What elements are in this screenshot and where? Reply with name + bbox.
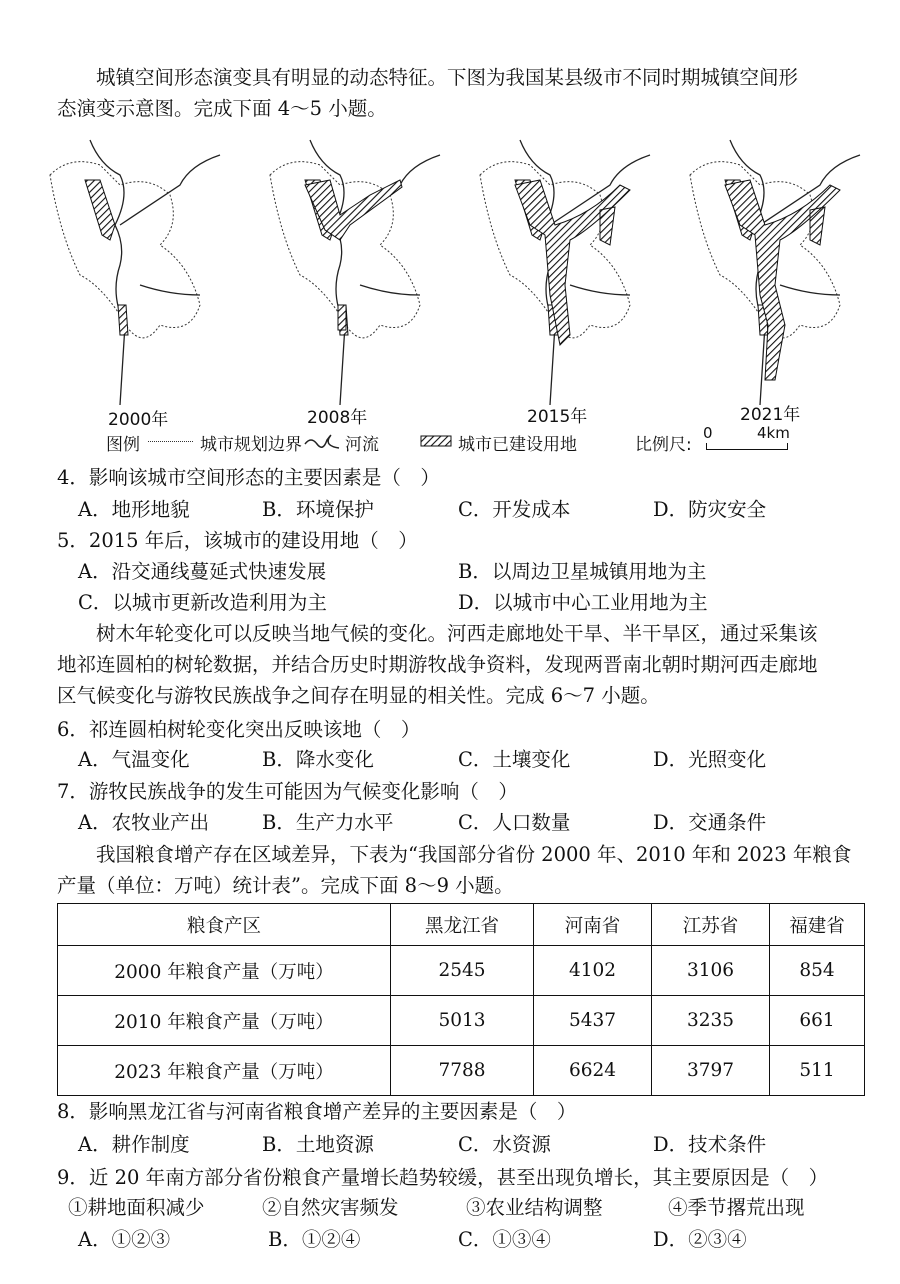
legend-river: 河流 — [345, 435, 379, 455]
map-year-label: 2021年 — [740, 405, 801, 425]
grain-output-table — [57, 903, 865, 1096]
table-row — [58, 996, 865, 1046]
intro-text: 区气候变化与游牧民族战争之间存在明显的相关性。完成 6～7 小题。 — [57, 684, 660, 707]
hatch-icon — [420, 435, 452, 447]
map-year-label: 2015年 — [527, 407, 588, 427]
option[interactable]: B．降水变化 — [262, 748, 374, 771]
cell: 7788 — [391, 1046, 534, 1096]
question-6: 6．祁连圆柏树轮变化突出反映该地（ ） — [57, 718, 421, 741]
option[interactable]: B．①②④ — [268, 1228, 361, 1251]
urban-form-maps — [40, 135, 870, 405]
scale-four: 4km — [757, 424, 790, 442]
cell: 854 — [770, 946, 865, 996]
option[interactable]: A．沿交通线蔓延式快速发展 — [78, 560, 327, 583]
question-4: 4．影响该城市空间形态的主要因素是（ ） — [57, 466, 440, 489]
statement: ②自然灾害频发 — [262, 1196, 399, 1219]
option[interactable]: D．以城市中心工业用地为主 — [458, 591, 708, 614]
statement: ③农业结构调整 — [466, 1196, 603, 1219]
option[interactable]: B．环境保护 — [262, 498, 374, 521]
cell: 3797 — [652, 1046, 770, 1096]
header-cell: 福建省 — [770, 904, 865, 946]
cell: 2545 — [391, 946, 534, 996]
option[interactable]: A．耕作制度 — [78, 1133, 190, 1156]
table-row — [58, 1046, 865, 1096]
map-2000 — [50, 140, 220, 405]
cell: 3106 — [652, 946, 770, 996]
intro-text: 城镇空间形态演变具有明显的动态特征。下图为我国某县级市不同时期城镇空间形 — [96, 66, 799, 89]
legend-built: 城市已建设用地 — [458, 435, 577, 455]
map-year-label: 2000年 — [108, 410, 169, 430]
option[interactable]: D．②③④ — [653, 1228, 747, 1251]
header-cell: 黑龙江省 — [391, 904, 534, 946]
cell: 5437 — [534, 996, 652, 1046]
question-7: 7．游牧民族战争的发生可能因为气候变化影响（ ） — [57, 780, 518, 803]
option[interactable]: C．①③④ — [458, 1228, 551, 1251]
header-cell: 江苏省 — [652, 904, 770, 946]
table-header-row — [58, 904, 865, 946]
option[interactable]: B．生产力水平 — [262, 811, 394, 834]
cell: 2010 年粮食产量（万吨） — [58, 996, 391, 1046]
question-5: 5．2015 年后，该城市的建设用地（ ） — [57, 529, 418, 552]
river-icon — [303, 430, 343, 452]
boundary-line-icon — [148, 441, 193, 442]
statement: ①耕地面积减少 — [68, 1196, 205, 1219]
option[interactable]: A．气温变化 — [78, 748, 190, 771]
cell: 2023 年粮食产量（万吨） — [58, 1046, 391, 1096]
intro-text: 我国粮食增产存在区域差异，下表为“我国部分省份 2000 年、2010 年和 2023 年粮食 — [96, 843, 852, 866]
header-cell: 河南省 — [534, 904, 652, 946]
option[interactable]: C．水资源 — [458, 1133, 551, 1156]
cell: 661 — [770, 996, 865, 1046]
legend-title: 图例 — [106, 435, 140, 455]
map-year-label: 2008年 — [307, 408, 368, 428]
cell: 4102 — [534, 946, 652, 996]
intro-text: 态演变示意图。完成下面 4～5 小题。 — [57, 97, 387, 120]
cell: 2000 年粮食产量（万吨） — [58, 946, 391, 996]
option[interactable]: A．①②③ — [78, 1228, 171, 1251]
scale-zero: 0 — [703, 424, 713, 442]
option[interactable]: D．技术条件 — [653, 1133, 767, 1156]
option[interactable]: B．土地资源 — [262, 1133, 374, 1156]
legend-boundary: 城市规划边界 — [200, 435, 302, 455]
option[interactable]: B．以周边卫星城镇用地为主 — [458, 560, 707, 583]
option[interactable]: D．交通条件 — [653, 811, 767, 834]
option[interactable]: A．地形地貌 — [78, 498, 190, 521]
option[interactable]: C．人口数量 — [458, 811, 571, 834]
intro-text: 树木年轮变化可以反映当地气候的变化。河西走廊地处干旱、半干旱区，通过采集该 — [96, 622, 818, 645]
statement: ④季节撂荒出现 — [668, 1196, 805, 1219]
option[interactable]: A．农牧业产出 — [78, 811, 210, 834]
cell: 511 — [770, 1046, 865, 1096]
intro-text: 地祁连圆柏的树轮数据，并结合历史时期游牧战争资料，发现两晋南北朝时期河西走廊地 — [57, 653, 818, 676]
option[interactable]: C．土壤变化 — [458, 748, 571, 771]
option[interactable]: C．以城市更新改造利用为主 — [78, 591, 327, 614]
cell: 5013 — [391, 996, 534, 1046]
header-cell: 粮食产区 — [58, 904, 391, 946]
table-row — [58, 946, 865, 996]
scale-bar — [706, 443, 788, 450]
question-8: 8．影响黑龙江省与河南省粮食增产差异的主要因素是（ ） — [57, 1100, 577, 1123]
cell: 6624 — [534, 1046, 652, 1096]
intro-text: 产量（单位：万吨）统计表”。完成下面 8～9 小题。 — [57, 874, 514, 897]
option[interactable]: D．防灾安全 — [653, 498, 767, 521]
question-9: 9．近 20 年南方部分省份粮食产量增长趋势较缓，甚至出现负增长，其主要原因是（ ） — [57, 1166, 829, 1189]
legend-scale: 比例尺: — [635, 435, 692, 455]
option[interactable]: D．光照变化 — [653, 748, 767, 771]
cell: 3235 — [652, 996, 770, 1046]
option[interactable]: C．开发成本 — [458, 498, 571, 521]
